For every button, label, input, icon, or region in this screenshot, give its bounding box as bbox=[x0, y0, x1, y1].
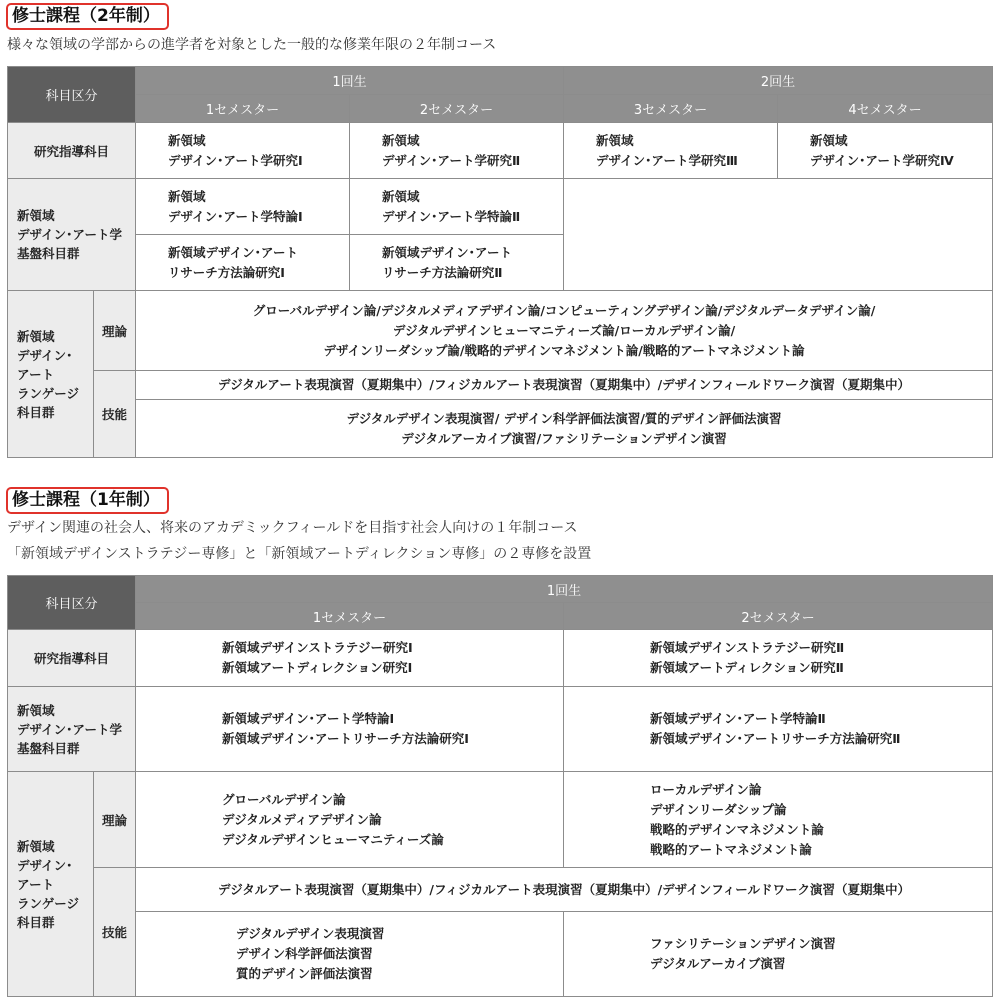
research-cell-1: 新領域デザインストラテジー研究Ⅰ 新領域アートディレクション研究Ⅰ bbox=[136, 630, 564, 687]
basic-cell-1: 新領域デザイン･アート学特論Ⅰ 新領域デザイン･アートリサーチ方法論研究Ⅰ bbox=[136, 687, 564, 772]
skill-cell-other: デジタルデザイン表現演習/ デザイン科学評価法演習/質的デザイン評価法演習 デジタルアーカイブ演習/ファシリテーションデザイン演習 bbox=[136, 400, 993, 458]
header-semester-4: 4セメスター bbox=[778, 95, 993, 123]
skill-cell-summer: デジタルアート表現演習（夏期集中）/フィジカルアート表現演習（夏期集中）/デザインフィールドワーク演習（夏期集中） bbox=[136, 371, 993, 400]
basic-cell-2: 新領域 デザイン･アート学特論Ⅱ bbox=[350, 179, 564, 235]
category-basic: 新領域 デザイン･アート学 基盤科目群 bbox=[8, 179, 136, 291]
section-title-1year: 修士課程（1年制） bbox=[6, 487, 169, 514]
section-subtitle-1year-line1: デザイン関連の社会人、将来のアカデミックフィールドを目指す社会人向けの１年制コース bbox=[7, 520, 578, 536]
section-subtitle-2year: 様々な領域の学部からの進学者を対象とした一般的な修業年限の２年制コース bbox=[7, 37, 497, 53]
category-research: 研究指導科目 bbox=[8, 123, 136, 179]
basic-cell-2: 新領域デザイン･アート学特論Ⅱ 新領域デザイン･アートリサーチ方法論研究Ⅱ bbox=[564, 687, 993, 772]
research-cell-2: 新領域 デザイン･アート学研究Ⅱ bbox=[350, 123, 564, 179]
skill-cell-1: デジタルデザイン表現演習 デザイン科学評価法演習 質的デザイン評価法演習 bbox=[136, 912, 564, 997]
curriculum-table-2year bbox=[7, 66, 993, 458]
header-category: 科目区分 bbox=[8, 67, 136, 123]
category-research: 研究指導科目 bbox=[8, 630, 136, 687]
header-category: 科目区分 bbox=[8, 576, 136, 630]
header-year1: 1回生 bbox=[136, 576, 993, 603]
header-semester-3: 3セメスター bbox=[564, 95, 778, 123]
section-subtitle-1year-line2: 「新領域デザインストラテジー専修」と「新領域アートディレクション専修」の２専修を設置 bbox=[7, 546, 592, 562]
subcategory-skill: 技能 bbox=[94, 371, 136, 458]
basic-cell-3: 新領域デザイン･アート リサーチ方法論研究Ⅰ bbox=[136, 235, 350, 291]
skill-cell-2: ファシリテーションデザイン演習 デジタルアーカイブ演習 bbox=[564, 912, 993, 997]
header-semester-2: 2セメスター bbox=[564, 603, 993, 630]
category-language: 新領域 デザイン･ アート ランゲージ 科目群 bbox=[8, 772, 94, 997]
empty-cell bbox=[564, 179, 993, 291]
theory-cell-2: ローカルデザイン論 デザインリーダシップ論 戦略的デザインマネジメント論 戦略的アートマネジメント論 bbox=[564, 772, 993, 868]
header-semester-2: 2セメスター bbox=[350, 95, 564, 123]
category-basic: 新領域 デザイン･アート学 基盤科目群 bbox=[8, 687, 136, 772]
subcategory-theory: 理論 bbox=[94, 772, 136, 868]
research-cell-2: 新領域デザインストラテジー研究Ⅱ 新領域アートディレクション研究Ⅱ bbox=[564, 630, 993, 687]
header-year2: 2回生 bbox=[564, 67, 993, 95]
header-semester-1: 1セメスター bbox=[136, 603, 564, 630]
theory-cell: グローバルデザイン論/デジタルメディアデザイン論/コンピューティングデザイン論/デジタルデータデザイン論/ デジタルデザインヒューマニティーズ論/ローカルデザイン論/ デザインリーダシップ論/戦略的デザインマネジメント論/戦略的アートマネジメント論 bbox=[136, 291, 993, 371]
header-year1: 1回生 bbox=[136, 67, 564, 95]
research-cell-3: 新領域 デザイン･アート学研究Ⅲ bbox=[564, 123, 778, 179]
section-title-2year: 修士課程（2年制） bbox=[6, 3, 169, 30]
subcategory-theory: 理論 bbox=[94, 291, 136, 371]
skill-cell-summer: デジタルアート表現演習（夏期集中）/フィジカルアート表現演習（夏期集中）/デザインフィールドワーク演習（夏期集中） bbox=[136, 868, 993, 912]
category-language: 新領域 デザイン･ アート ランゲージ 科目群 bbox=[8, 291, 94, 458]
basic-cell-4: 新領域デザイン･アート リサーチ方法論研究Ⅱ bbox=[350, 235, 564, 291]
basic-cell-1: 新領域 デザイン･アート学特論Ⅰ bbox=[136, 179, 350, 235]
curriculum-table-1year bbox=[7, 575, 993, 997]
header-semester-1: 1セメスター bbox=[136, 95, 350, 123]
research-cell-4: 新領域 デザイン･アート学研究Ⅳ bbox=[778, 123, 993, 179]
subcategory-skill: 技能 bbox=[94, 868, 136, 997]
theory-cell-1: グローバルデザイン論 デジタルメディアデザイン論 デジタルデザインヒューマニティーズ論 bbox=[136, 772, 564, 868]
research-cell-1: 新領域 デザイン･アート学研究Ⅰ bbox=[136, 123, 350, 179]
